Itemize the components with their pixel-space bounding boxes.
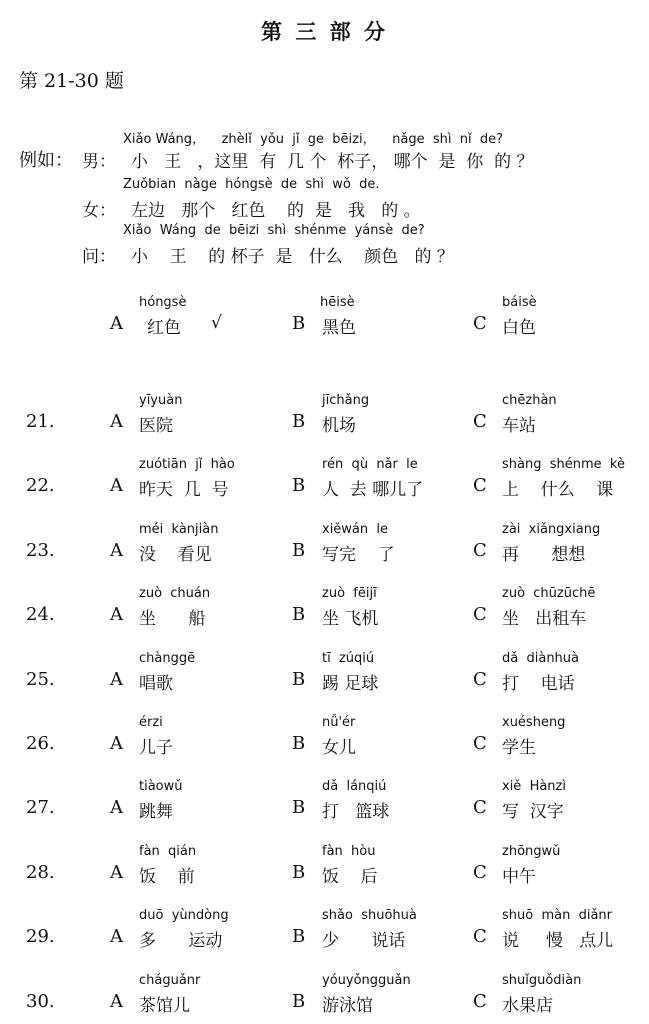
example-option-b-letter: B (292, 313, 306, 334)
q29-option-b-pinyin: shǎo shuōhuà (322, 908, 417, 923)
q28-option-a-letter: A (110, 862, 123, 883)
q23-option-a-pinyin: méi kànjiàn (139, 522, 219, 537)
example-option-b-pinyin: hēisè (320, 295, 355, 310)
q29-option-b-letter: B (292, 926, 306, 947)
q29-option-c-letter: C (473, 926, 487, 947)
example-check-mark: √ (211, 313, 222, 333)
question-number-28: 28. (26, 862, 55, 883)
q21-option-c-hanzi: 车站 (502, 416, 536, 436)
q25-option-a-letter: A (110, 669, 123, 690)
q26-option-c-pinyin: xuésheng (502, 715, 566, 730)
q26-option-b-pinyin: nǚ'ér (322, 715, 356, 730)
q23-option-a-letter: A (110, 540, 123, 561)
q26-option-a-hanzi: 儿子 (139, 738, 173, 758)
q29-option-c-hanzi: 说 慢 点儿 (502, 931, 614, 951)
section-title: 第 三 部 分 (261, 19, 388, 44)
question-number-21: 21. (26, 411, 55, 432)
q27-option-b-letter: B (292, 797, 306, 818)
q24-option-b-hanzi: 坐 飞机 (322, 609, 379, 629)
q29-option-c-pinyin: shuō màn diǎnr (502, 908, 613, 923)
q30-option-a-hanzi: 茶馆儿 (139, 996, 190, 1016)
q30-option-a-pinyin: cháguǎnr (139, 973, 201, 988)
q21-option-c-letter: C (473, 411, 487, 432)
example-option-c-pinyin: báisè (502, 295, 537, 310)
example-line1-pinyin: Xiǎo Wáng， zhèlǐ yǒu jǐ ge bēizi， nǎge shì nǐ de? (123, 132, 503, 147)
q26-option-a-letter: A (110, 733, 123, 754)
example-speaker-question: 问： (82, 247, 116, 267)
example-speaker-woman: 女： (82, 201, 116, 221)
q27-option-c-letter: C (473, 797, 487, 818)
example-option-a-letter: A (110, 313, 123, 334)
q28-option-c-hanzi: 中午 (502, 867, 536, 887)
q29-option-a-letter: A (110, 926, 123, 947)
q25-option-a-hanzi: 唱歌 (139, 674, 173, 694)
q27-option-b-pinyin: dǎ lánqiú (322, 779, 387, 794)
example-speaker-man: 男： (82, 152, 116, 172)
q25-option-c-letter: C (473, 669, 487, 690)
q27-option-a-letter: A (110, 797, 123, 818)
q22-option-a-hanzi: 昨天 几 号 (139, 480, 229, 500)
question-number-26: 26. (26, 733, 55, 754)
q22-option-b-hanzi: 人 去 哪儿了 (322, 480, 424, 500)
q23-option-a-hanzi: 没 看见 (139, 545, 212, 565)
q26-option-b-hanzi: 女儿 (322, 738, 356, 758)
q25-option-b-letter: B (292, 669, 306, 690)
q24-option-c-letter: C (473, 604, 487, 625)
q22-option-c-hanzi: 上 什么 课 (502, 480, 614, 500)
q28-option-a-pinyin: fàn qián (139, 844, 197, 859)
example-line3-hanzi: 小 王 的 杯子 是 什么 颜色 的 ？ (131, 247, 454, 267)
q26-option-c-letter: C (473, 733, 487, 754)
q27-option-c-hanzi: 写 汉字 (502, 802, 564, 822)
q26-option-b-letter: B (292, 733, 306, 754)
question-number-30: 30. (26, 991, 55, 1012)
q21-option-b-pinyin: jīchǎng (322, 393, 370, 408)
q24-option-c-hanzi: 坐 出租车 (502, 609, 587, 629)
q29-option-a-hanzi: 多 运动 (139, 931, 223, 951)
q24-option-c-pinyin: zuò chūzūchē (502, 586, 596, 601)
q27-option-a-pinyin: tiàowǔ (139, 779, 183, 794)
q21-option-b-hanzi: 机场 (322, 416, 356, 436)
q30-option-b-hanzi: 游泳馆 (322, 996, 373, 1016)
q30-option-a-letter: A (110, 991, 123, 1012)
q30-option-c-pinyin: shuǐguǒdiàn (502, 973, 582, 988)
q27-option-a-hanzi: 跳舞 (139, 802, 173, 822)
q21-option-a-pinyin: yīyuàn (139, 393, 183, 408)
q29-option-b-hanzi: 少 说话 (322, 931, 406, 951)
q22-option-a-letter: A (110, 475, 123, 496)
q22-option-b-letter: B (292, 475, 306, 496)
example-line2-hanzi: 左边 那个 红色 的 是 我 的 。 (131, 201, 421, 221)
question-number-24: 24. (26, 604, 55, 625)
q28-option-c-pinyin: zhōngwǔ (502, 844, 561, 859)
example-option-b-hanzi: 黑色 (322, 318, 356, 338)
q28-option-b-hanzi: 饭 后 (322, 867, 378, 887)
q24-option-b-pinyin: zuò fēijī (322, 586, 377, 601)
question-number-27: 27. (26, 797, 55, 818)
q24-option-a-pinyin: zuò chuán (139, 586, 211, 601)
question-number-22: 22. (26, 475, 55, 496)
q30-option-c-letter: C (473, 991, 487, 1012)
q23-option-b-hanzi: 写完 了 (322, 545, 395, 565)
example-line1-hanzi: 小 王 ，这里 有 几 个 杯子， 哪个 是 你 的 ？ (131, 152, 534, 172)
q27-option-b-hanzi: 打 篮球 (322, 802, 390, 822)
q25-option-c-hanzi: 打 电话 (502, 674, 575, 694)
q24-option-b-letter: B (292, 604, 306, 625)
q26-option-c-hanzi: 学生 (502, 738, 536, 758)
q23-option-c-letter: C (473, 540, 487, 561)
q25-option-b-pinyin: tī zúqiú (322, 651, 375, 666)
q24-option-a-hanzi: 坐 船 (139, 609, 206, 629)
q23-option-c-pinyin: zài xiǎngxiang (502, 522, 601, 537)
q21-option-b-letter: B (292, 411, 306, 432)
q25-option-c-pinyin: dǎ diànhuà (502, 651, 579, 666)
example-option-c-hanzi: 白色 (502, 318, 536, 338)
example-option-a-hanzi: 红色 (147, 318, 181, 338)
q22-option-c-pinyin: shàng shénme kè (502, 457, 625, 472)
q29-option-a-pinyin: duō yùndòng (139, 908, 229, 923)
q22-option-a-pinyin: zuótiān jǐ hào (139, 457, 235, 472)
q21-option-c-pinyin: chēzhàn (502, 393, 557, 408)
example-label: 例如： (19, 150, 73, 171)
q26-option-a-pinyin: érzi (139, 715, 163, 730)
q22-option-c-letter: C (473, 475, 487, 496)
q23-option-b-letter: B (292, 540, 306, 561)
example-line3-pinyin: Xiǎo Wáng de bēizi shì shénme yánsè de? (123, 223, 425, 238)
question-number-25: 25. (26, 669, 55, 690)
q30-option-c-hanzi: 水果店 (502, 996, 553, 1016)
q28-option-b-pinyin: fàn hòu (322, 844, 376, 859)
q25-option-a-pinyin: chànggē (139, 651, 196, 666)
q28-option-a-hanzi: 饭 前 (139, 867, 195, 887)
q22-option-b-pinyin: rén qù nǎr le (322, 457, 418, 472)
q21-option-a-letter: A (110, 411, 123, 432)
q25-option-b-hanzi: 踢 足球 (322, 674, 379, 694)
example-line2-pinyin: Zuǒbian nàge hóngsè de shì wǒ de. (123, 177, 380, 192)
q28-option-b-letter: B (292, 862, 306, 883)
question-number-29: 29. (26, 926, 55, 947)
q27-option-c-pinyin: xiě Hànzì (502, 779, 566, 794)
q24-option-a-letter: A (110, 604, 123, 625)
example-option-c-letter: C (473, 313, 487, 334)
q23-option-b-pinyin: xiěwán le (322, 522, 389, 537)
example-option-a-pinyin: hóngsè (139, 295, 187, 310)
q30-option-b-letter: B (292, 991, 306, 1012)
q21-option-a-hanzi: 医院 (139, 416, 173, 436)
q28-option-c-letter: C (473, 862, 487, 883)
question-number-23: 23. (26, 540, 55, 561)
q23-option-c-hanzi: 再 想想 (502, 545, 586, 565)
q30-option-b-pinyin: yóuyǒngguǎn (322, 973, 411, 988)
question-range-subtitle: 第 21-30 题 (19, 70, 124, 92)
